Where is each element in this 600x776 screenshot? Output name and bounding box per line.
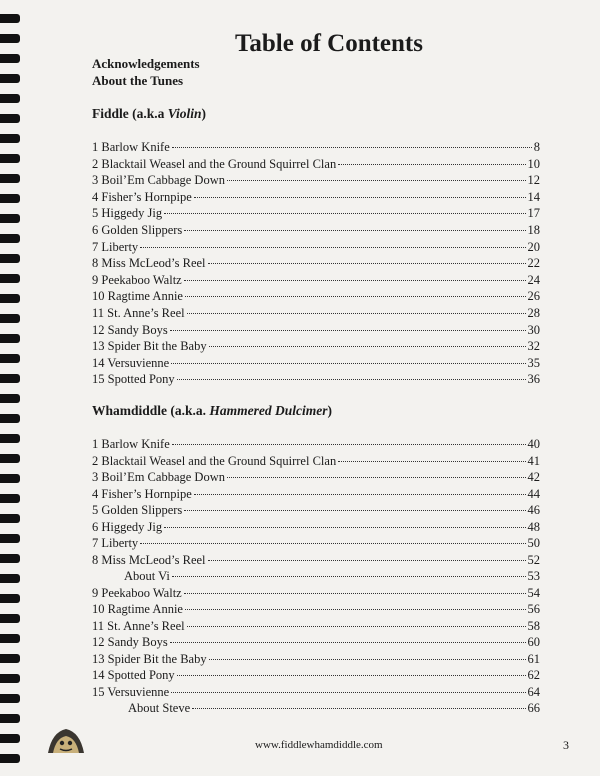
toc-entry <box>92 256 540 273</box>
toc-entry <box>92 602 540 619</box>
binding-ring <box>0 94 20 103</box>
binding-ring <box>0 114 20 123</box>
toc-entry <box>92 668 540 685</box>
section-heading-text: Fiddle (a.k.a <box>92 106 168 121</box>
toc-dot-leader <box>171 363 525 364</box>
toc-entry <box>92 685 540 702</box>
binding-ring <box>0 314 20 323</box>
toc-dot-leader <box>171 692 525 693</box>
toc-dot-leader <box>185 296 526 297</box>
toc-entry <box>92 454 540 471</box>
binding-ring <box>0 514 20 523</box>
toc-entry <box>92 586 540 603</box>
binding-ring <box>0 634 20 643</box>
binding-ring <box>0 734 20 743</box>
toc-entry-title: 4 Fisher’s Hornpipe <box>92 189 192 204</box>
section-heading-italic: Hammered Dulcimer <box>209 403 328 418</box>
toc-entry <box>92 372 540 389</box>
page-title: Table of Contents <box>235 30 423 57</box>
spiral-binding <box>0 0 22 776</box>
binding-ring <box>0 654 20 663</box>
toc-front-item-about-tunes: About the Tunes <box>92 73 184 88</box>
toc-dot-leader <box>187 313 526 314</box>
toc-dot-leader <box>184 230 525 231</box>
toc-entry-title: 1 Barlow Knife <box>92 437 170 451</box>
section-heading-text: Whamdiddle (a.k.a. <box>92 403 210 418</box>
toc-entry <box>92 503 540 520</box>
toc-entry-title: 9 Peekaboo Waltz <box>92 272 182 287</box>
page-number: 3 <box>563 738 569 752</box>
toc-entry-page: 35 <box>527 355 540 370</box>
toc-entry-page: 30 <box>527 322 540 337</box>
toc-dot-leader <box>177 379 526 380</box>
toc-dot-leader <box>177 675 526 676</box>
toc-entry-page: 50 <box>527 536 540 550</box>
toc-entry <box>92 339 540 356</box>
toc-entry-page: 40 <box>527 437 540 451</box>
toc-entry-title: 15 Spotted Pony <box>92 372 175 387</box>
toc-entry-title: 13 Spider Bit the Baby <box>92 651 207 666</box>
toc-dot-leader <box>164 527 525 528</box>
toc-entry-title: 11 St. Anne’s Reel <box>92 618 185 633</box>
binding-ring <box>0 154 20 163</box>
toc-entry-title: 10 Ragtime Annie <box>92 289 183 304</box>
toc-entry-title: 6 Golden Slippers <box>92 223 183 237</box>
toc-entry-page: 46 <box>527 503 540 517</box>
binding-ring <box>0 414 20 423</box>
binding-ring <box>0 554 20 563</box>
toc-entry-page: 61 <box>527 651 540 666</box>
toc-entry <box>92 206 540 223</box>
toc-dot-leader <box>338 461 525 462</box>
section-heading-italic: Violin <box>167 106 202 121</box>
toc-entry-title: 5 Golden Slippers <box>92 503 183 517</box>
toc-entry-page: 20 <box>527 239 540 254</box>
binding-ring <box>0 614 20 623</box>
section-heading-suffix: ) <box>201 106 207 121</box>
toc-entry-page: 44 <box>527 486 540 501</box>
toc-entry-title: 7 Liberty <box>92 239 139 254</box>
binding-ring <box>0 714 20 723</box>
toc-entry <box>92 140 540 157</box>
toc-dot-leader <box>208 263 526 264</box>
toc-entry <box>92 487 540 504</box>
toc-front-item-acknowledgements: Acknowledgements <box>92 56 200 71</box>
toc-entry-title: 14 Versuvienne <box>92 355 170 370</box>
toc-dot-leader <box>184 510 525 511</box>
footer-website-url: www.fiddlewhamdiddle.com <box>255 739 383 751</box>
toc-entry-title: About Vi <box>124 569 170 583</box>
toc-entry-page: 22 <box>527 256 540 271</box>
toc-entry-title: 8 Miss McLeod’s Reel <box>92 552 206 567</box>
binding-ring <box>0 594 20 603</box>
toc-entry-title: 8 Miss McLeod’s Reel <box>92 256 206 271</box>
toc-entry-title: 3 Boil’Em Cabbage Down <box>92 173 225 188</box>
binding-ring <box>0 134 20 143</box>
binding-ring <box>0 694 20 703</box>
binding-ring <box>0 474 20 483</box>
toc-entry <box>92 273 540 290</box>
toc-entry-title: 2 Blacktail Weasel and the Ground Squirrel Clan <box>92 156 337 171</box>
toc-entry <box>92 437 540 454</box>
toc-dot-leader <box>208 560 526 561</box>
toc-entry-page: 54 <box>527 585 540 600</box>
toc-entry-page: 10 <box>527 156 540 171</box>
toc-dot-leader <box>170 330 526 331</box>
toc-entry-title: 4 Fisher’s Hornpipe <box>92 486 192 501</box>
binding-ring <box>0 454 20 463</box>
toc-entry <box>92 536 540 553</box>
toc-entry-page: 66 <box>527 701 540 715</box>
toc-dot-leader <box>140 247 525 248</box>
toc-entry-title: 3 Boil’Em Cabbage Down <box>92 470 225 484</box>
toc-dot-leader <box>184 280 526 281</box>
toc-entry-page: 14 <box>527 189 540 204</box>
toc-dot-leader <box>194 197 526 198</box>
toc-dot-leader <box>184 593 526 594</box>
toc-dot-leader <box>209 346 526 347</box>
toc-entry <box>92 470 540 487</box>
toc-dot-leader <box>194 494 526 495</box>
toc-entry-title: 12 Sandy Boys <box>92 322 168 337</box>
toc-entry-page: 12 <box>527 173 540 188</box>
toc-entry <box>92 190 540 207</box>
toc-entry-page: 8 <box>533 140 540 154</box>
toc-entry <box>92 356 540 373</box>
binding-ring <box>0 494 20 503</box>
toc-dot-leader <box>192 708 525 709</box>
toc-dot-leader <box>172 147 532 148</box>
toc-entry-title: 15 Versuvienne <box>92 684 170 699</box>
toc-dot-leader <box>164 213 525 214</box>
binding-ring <box>0 674 20 683</box>
toc-entry <box>92 173 540 190</box>
toc-entry <box>92 701 540 718</box>
binding-ring <box>0 534 20 543</box>
toc-entry <box>92 569 540 586</box>
toc-entry-title: 6 Higgedy Jig <box>92 519 163 534</box>
toc-entry <box>92 306 540 323</box>
toc-dot-leader <box>140 543 525 544</box>
toc-dot-leader <box>172 576 526 577</box>
toc-dot-leader <box>187 626 526 627</box>
section-heading-whamdiddle <box>92 403 332 419</box>
toc-dot-leader <box>209 659 526 660</box>
toc-entry-title: 11 St. Anne’s Reel <box>92 306 185 320</box>
binding-ring <box>0 574 20 583</box>
toc-entry-title: 14 Spotted Pony <box>92 668 175 682</box>
binding-ring <box>0 754 20 763</box>
toc-dot-leader <box>172 444 526 445</box>
fiddlewhamdiddle-logo <box>46 726 86 754</box>
binding-ring <box>0 394 20 403</box>
binding-ring <box>0 234 20 243</box>
toc-entry <box>92 520 540 537</box>
toc-entry-page: 41 <box>527 453 540 468</box>
binding-ring <box>0 334 20 343</box>
toc-entry-page: 42 <box>527 470 540 484</box>
toc-entry-page: 32 <box>527 339 540 354</box>
toc-entry-title: 12 Sandy Boys <box>92 635 168 649</box>
toc-entry-page: 17 <box>527 206 540 221</box>
binding-ring <box>0 354 20 363</box>
toc-entry-title: 9 Peekaboo Waltz <box>92 585 182 600</box>
toc-entry <box>92 223 540 240</box>
binding-ring <box>0 194 20 203</box>
toc-entry <box>92 635 540 652</box>
toc-entry-title: 13 Spider Bit the Baby <box>92 339 207 354</box>
binding-ring <box>0 374 20 383</box>
toc-entry-page: 64 <box>527 684 540 699</box>
toc-entry <box>92 323 540 340</box>
binding-ring <box>0 294 20 303</box>
binding-ring <box>0 274 20 283</box>
toc-entry-page: 28 <box>527 306 540 320</box>
toc-entry-page: 18 <box>527 223 540 237</box>
binding-ring <box>0 74 20 83</box>
toc-entry-title: 7 Liberty <box>92 536 139 550</box>
toc-entry <box>92 652 540 669</box>
toc-entry <box>92 289 540 306</box>
toc-entry-page: 53 <box>527 569 540 583</box>
binding-ring <box>0 434 20 443</box>
section-heading-suffix: ) <box>327 403 333 418</box>
toc-entry <box>92 619 540 636</box>
binding-ring <box>0 214 20 223</box>
toc-entry-page: 56 <box>527 602 540 616</box>
toc-entry-page: 58 <box>527 618 540 633</box>
toc-entry-page: 60 <box>527 635 540 649</box>
binding-ring <box>0 174 20 183</box>
toc-entry-title: 10 Ragtime Annie <box>92 602 183 616</box>
toc-entry-page: 62 <box>527 668 540 682</box>
binding-ring <box>0 254 20 263</box>
binding-ring <box>0 14 20 23</box>
toc-entry-title: 1 Barlow Knife <box>92 140 170 154</box>
toc-entry-title: About Steve <box>128 701 191 715</box>
toc-entry-page: 24 <box>527 272 540 287</box>
toc-entry <box>92 157 540 174</box>
toc-dot-leader <box>338 164 525 165</box>
toc-entry-title: 2 Blacktail Weasel and the Ground Squirrel Clan <box>92 453 337 468</box>
toc-entry-page: 52 <box>527 552 540 567</box>
toc-entry-title: 5 Higgedy Jig <box>92 206 163 221</box>
toc-dot-leader <box>227 180 526 181</box>
toc-entry <box>92 553 540 570</box>
toc-dot-leader <box>170 642 526 643</box>
section-heading-fiddle <box>92 106 206 122</box>
toc-dot-leader <box>185 609 526 610</box>
toc-dot-leader <box>227 477 526 478</box>
toc-entry <box>92 240 540 257</box>
toc-entry-page: 26 <box>527 289 540 304</box>
toc-entry-page: 36 <box>527 372 540 387</box>
toc-entry-page: 48 <box>527 519 540 534</box>
